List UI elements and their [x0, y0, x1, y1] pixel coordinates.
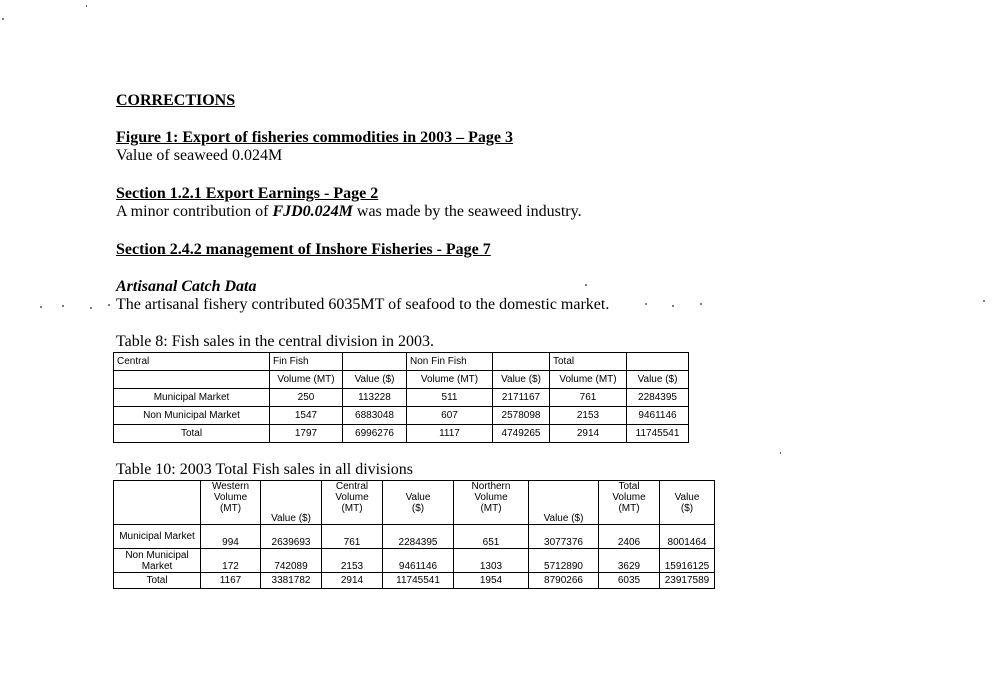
table-header-cell	[599, 481, 660, 525]
table10-caption: Table 10: 2003 Total Fish sales in all divisions	[116, 461, 414, 478]
col-sub: Value ($)	[543, 513, 584, 524]
table-cell: 9461146	[627, 407, 689, 425]
table10-header-row	[114, 481, 715, 525]
table-cell: 2406	[599, 525, 660, 549]
table-cell: 511	[407, 389, 493, 407]
table-header-cell: Central	[114, 353, 270, 371]
western-label: Western	[211, 481, 250, 492]
scan-speck	[645, 303, 647, 305]
table-cell: 1547	[270, 407, 343, 425]
table-cell: 761	[550, 389, 627, 407]
col-sub: Value ($)	[271, 513, 311, 524]
table-cell: 6883048	[343, 407, 407, 425]
table-header-cell	[627, 353, 689, 371]
table-cell: 2284395	[627, 389, 689, 407]
table-header-cell: Volume (MT)	[270, 371, 343, 389]
scan-speck	[108, 304, 110, 306]
northern-label: Northern	[471, 481, 511, 492]
table-header-cell: Total	[550, 353, 627, 371]
table-row	[114, 425, 689, 443]
table-cell: 250	[270, 389, 343, 407]
table-cell: 742089	[261, 549, 322, 573]
table-cell: 2914	[550, 425, 627, 443]
table-header-cell: Volume (MT)	[407, 371, 493, 389]
table-cell: 1303	[454, 549, 529, 573]
col-sub: Volume (MT)	[213, 492, 248, 514]
table-cell: 607	[407, 407, 493, 425]
table-header-cell: Value ($)	[493, 371, 550, 389]
table10	[113, 480, 715, 589]
col-sub: Volume (MT)	[612, 492, 646, 514]
row-label: Total	[114, 425, 270, 443]
table-cell: 11745541	[627, 425, 689, 443]
table-row	[114, 573, 715, 589]
table-cell: 5712890	[529, 549, 599, 573]
table-cell: 2153	[550, 407, 627, 425]
table-cell: 2171167	[493, 389, 550, 407]
table-header-cell: Value ($)	[627, 371, 689, 389]
table-cell: 8790266	[529, 573, 599, 589]
col-sub: Volume (MT)	[335, 492, 369, 514]
table-cell: 8001464	[660, 525, 715, 549]
table-cell: 761	[322, 525, 383, 549]
table-cell: 6035	[599, 573, 660, 589]
table-header-cell	[383, 481, 454, 525]
section-heading-export-earnings: Section 1.2.1 Export Earnings - Page 2	[116, 185, 379, 202]
table-cell: 3381782	[261, 573, 322, 589]
row-label: Total	[114, 573, 201, 589]
row-label: Municipal Market	[114, 389, 270, 407]
export-text-post: was made by the seaweed industry.	[352, 203, 582, 220]
table-header-cell	[454, 481, 529, 525]
table-header-cell	[493, 353, 550, 371]
table-cell: 651	[454, 525, 529, 549]
scan-speck	[90, 307, 92, 309]
table-cell: 3629	[599, 549, 660, 573]
table-header-cell	[114, 481, 201, 525]
scan-speck	[585, 284, 587, 286]
scan-speck	[86, 5, 87, 7]
scan-speck	[2, 18, 4, 20]
table-cell: 2639693	[261, 525, 322, 549]
table-cell: 2153	[322, 549, 383, 573]
table-header-cell: Non Fin Fish	[407, 353, 493, 371]
table-header-cell	[201, 481, 261, 525]
table-header-cell	[114, 371, 270, 389]
table-cell: 1954	[454, 573, 529, 589]
table-cell: 2284395	[383, 525, 454, 549]
col-sub: Volume (MT)	[474, 492, 508, 514]
table-cell: 1167	[201, 573, 261, 589]
table8-caption: Table 8: Fish sales in the central division in 2003.	[116, 333, 434, 350]
export-text-pre: A minor contribution of	[116, 203, 273, 220]
row-label: Municipal Market	[114, 525, 201, 549]
section-text-export-earnings	[116, 203, 582, 221]
table-header-cell	[529, 481, 599, 525]
scan-speck	[983, 300, 985, 302]
table-cell: 2914	[322, 573, 383, 589]
section-heading-inshore: Section 2.4.2 management of Inshore Fisheries - Page 7	[116, 241, 491, 258]
table8-header-row-1	[114, 353, 689, 371]
row-label: Non Municipal Market	[114, 407, 270, 425]
table-header-cell	[322, 481, 383, 525]
table-row	[114, 407, 689, 425]
table-cell: 113228	[343, 389, 407, 407]
table-cell: 11745541	[383, 573, 454, 589]
table-header-cell	[343, 353, 407, 371]
table-cell: 1117	[407, 425, 493, 443]
section-text-figure1: Value of seaweed 0.024M	[116, 147, 283, 164]
page-title: CORRECTIONS	[116, 92, 236, 109]
table-header-cell: Fin Fish	[270, 353, 343, 371]
table-cell: 2578098	[493, 407, 550, 425]
col-sub: Value ($)	[405, 491, 431, 514]
scan-speck	[672, 305, 674, 307]
row-label: Non Municipal Market	[114, 549, 201, 573]
table-cell: 172	[201, 549, 261, 573]
scan-speck	[780, 452, 781, 454]
table-header-cell: Volume (MT)	[550, 371, 627, 389]
table-cell: 9461146	[383, 549, 454, 573]
table-cell: 6996276	[343, 425, 407, 443]
total-label: Total	[618, 481, 640, 492]
table-cell: 3077376	[529, 525, 599, 549]
artisanal-text: The artisanal fishery contributed 6035MT of seafood to the domestic market.	[116, 296, 610, 313]
table8-header-row-2	[114, 371, 689, 389]
scan-speck	[62, 305, 64, 307]
artisanal-subheading: Artisanal Catch Data	[116, 278, 257, 295]
table-cell: 994	[201, 525, 261, 549]
scan-speck	[700, 303, 702, 305]
export-text-amount: FJD0.024M	[272, 203, 353, 220]
table-header-cell	[261, 481, 322, 525]
table-row	[114, 389, 689, 407]
table-header-cell: Value ($)	[343, 371, 407, 389]
table-row	[114, 549, 715, 573]
table8	[113, 352, 689, 443]
central-label: Central	[335, 481, 369, 492]
section-heading-figure1: Figure 1: Export of fisheries commodities in 2003 – Page 3	[116, 129, 513, 146]
scan-speck	[40, 306, 42, 308]
table-header-cell	[660, 481, 715, 525]
table-cell: 23917589	[660, 573, 715, 589]
table-row	[114, 525, 715, 549]
table-cell: 15916125	[660, 549, 715, 573]
col-sub: Value ($)	[674, 491, 700, 514]
table-cell: 4749265	[493, 425, 550, 443]
table-cell: 1797	[270, 425, 343, 443]
